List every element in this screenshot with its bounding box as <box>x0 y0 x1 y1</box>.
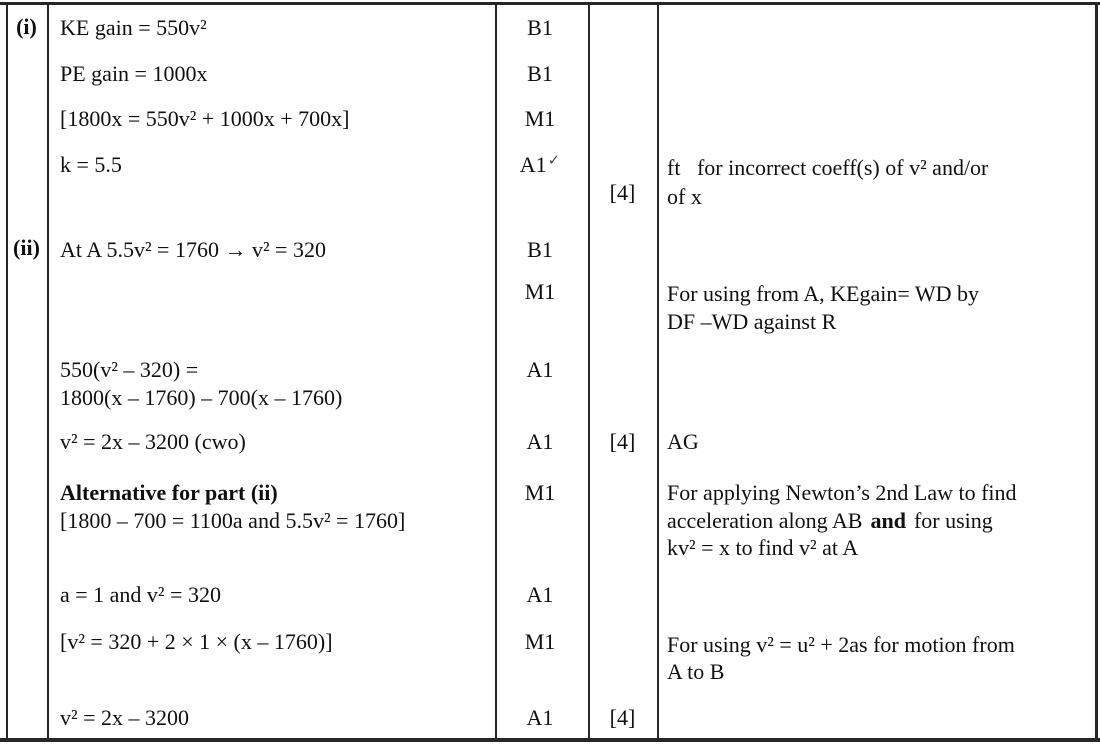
comment-wd-line2: DF –WD against R <box>667 309 837 334</box>
work-final-result: v² = 2x – 3200 <box>60 705 190 730</box>
mark-a1-5: A1 <box>526 705 554 730</box>
part-i-label: (i) <box>16 14 37 39</box>
work-energy-ab-line1: 550(v² – 320) = <box>60 357 199 382</box>
divider-marks-total <box>588 3 590 739</box>
work-result-cwo: v² = 2x – 3200 (cwo) <box>60 429 246 454</box>
divider-total-comments <box>657 3 659 739</box>
comment-newton-line2-post: for using <box>913 508 993 533</box>
comment-suvat-line1: For using v² = u² + 2as for motion from <box>667 632 1015 657</box>
table-top-border <box>0 2 1100 5</box>
mark-b1-1: B1 <box>527 15 553 40</box>
comment-newton-and: and <box>870 508 906 533</box>
follow-through-tick-icon: ✓ <box>547 153 561 169</box>
mark-m1-1: M1 <box>524 106 556 131</box>
comment-wd-line1: For using from A, KEgain= WD by <box>667 281 980 306</box>
work-at-a: At A 5.5v² = 1760 → v² = 320 <box>60 237 326 262</box>
work-energy-ab-line2: 1800(x – 1760) – 700(x – 1760) <box>60 385 343 410</box>
mark-a1-4: A1 <box>526 582 554 607</box>
work-energy-eq: [1800x = 550v² + 1000x + 700x] <box>60 106 350 131</box>
work-pe-gain: PE gain = 1000x <box>60 61 208 86</box>
alt-work: [1800 – 700 = 1100a and 5.5v² = 1760] <box>60 508 406 533</box>
mark-a1-ft <box>497 150 583 183</box>
table-right-border <box>1095 3 1098 739</box>
comment-ft-line2: of x <box>667 184 702 209</box>
work-ke-gain: KE gain = 550v² <box>60 15 207 40</box>
total-part-i: [4] <box>609 180 636 205</box>
table-bottom-border <box>0 738 1100 742</box>
mark-a1-ft-label: A1 <box>519 152 547 177</box>
comment-ag: AG <box>667 429 699 454</box>
mark-b1-2: B1 <box>527 61 553 86</box>
mark-m1-4: M1 <box>524 629 556 654</box>
total-part-ii-a: [4] <box>609 429 636 454</box>
comment-ft-line1: ft for incorrect coeff(s) of v² and/or <box>667 155 989 180</box>
work-suvat: [v² = 320 + 2 × 1 × (x – 1760)] <box>60 629 333 654</box>
divider-label-work <box>47 3 49 739</box>
comment-suvat-line2: A to B <box>667 659 725 684</box>
mark-a1-3: A1 <box>526 429 554 454</box>
part-ii-label: (ii) <box>13 235 40 260</box>
work-a-and-v: a = 1 and v² = 320 <box>60 582 221 607</box>
total-part-ii-b: [4] <box>609 705 636 730</box>
alt-heading: Alternative for part (ii) <box>60 480 278 505</box>
mark-a1-2: A1 <box>526 357 554 382</box>
comment-newton-line2 <box>667 506 993 536</box>
table-left-border <box>6 3 8 739</box>
comment-newton-line3: kv² = x to find v² at A <box>667 535 859 560</box>
mark-m1-2: M1 <box>524 279 556 304</box>
mark-b1-3: B1 <box>527 237 553 262</box>
mark-m1-3: M1 <box>524 480 556 505</box>
comment-newton-line2-pre: acceleration along AB <box>667 508 863 533</box>
work-k-value: k = 5.5 <box>60 152 122 177</box>
comment-newton-line1: For applying Newton’s 2nd Law to find <box>667 480 1017 505</box>
